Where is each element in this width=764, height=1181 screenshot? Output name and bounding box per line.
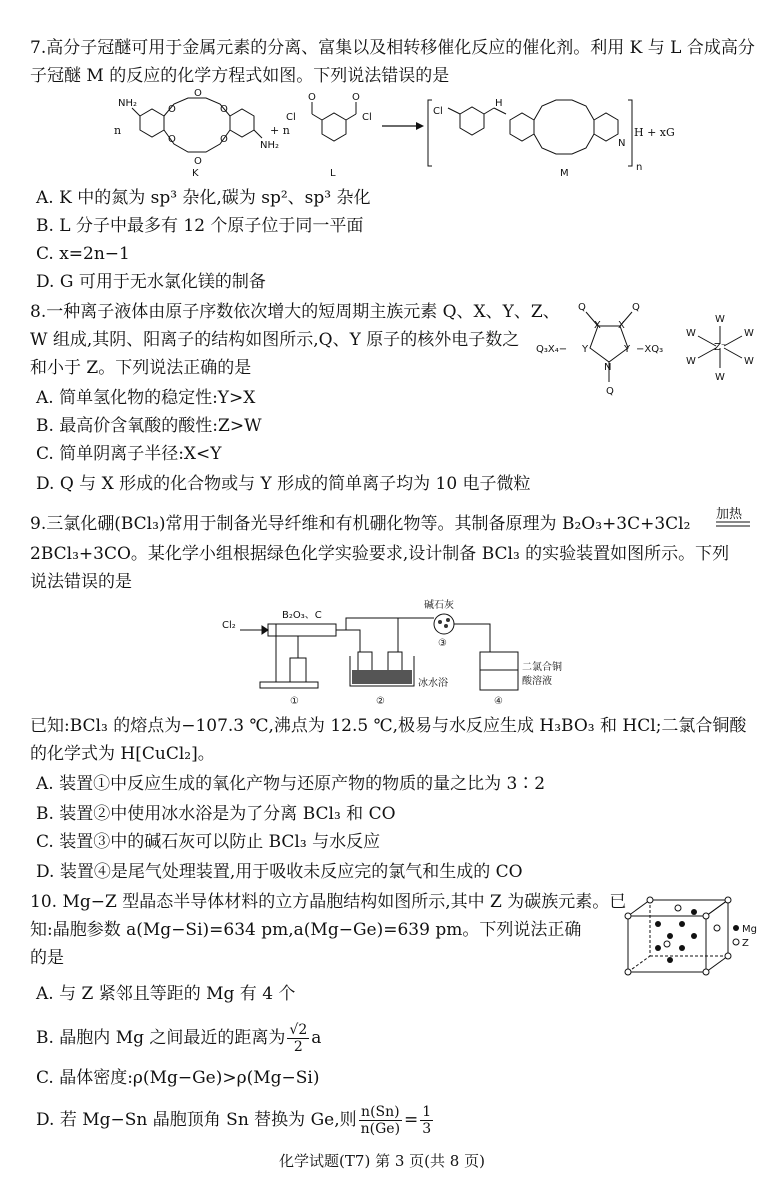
q10-option-c[interactable]: C. 晶体密度:ρ(Mg−Ge)>ρ(Mg−Si): [36, 1068, 320, 1088]
label-l: L: [330, 168, 336, 179]
q9-known-line2: 的化学式为 H[CuCl₂]。: [30, 744, 215, 764]
l-o-right: O: [352, 92, 360, 103]
q8-w-4: W: [744, 328, 754, 339]
label-m: M: [560, 168, 569, 179]
k-o-4: O: [220, 134, 228, 145]
q7-reaction-scheme: [110, 88, 675, 182]
q8-stem-line2: W 组成,其阴、阳离子的结构如图所示,Q、Y 原子的核外电子数之: [30, 330, 520, 350]
m-tail: H + xG: [634, 126, 675, 139]
q10-option-d[interactable]: [36, 1104, 435, 1137]
l-cl-left: Cl: [286, 112, 296, 123]
q7-option-b[interactable]: B. L 分子中最多有 12 个原子位于同一平面: [36, 216, 364, 236]
molecule-k: [132, 98, 262, 152]
q8-n-ring: N: [604, 362, 612, 373]
q10-stem-line3: 的是: [30, 948, 64, 968]
apparatus-acid-1: 二氯合铜: [522, 662, 562, 673]
k-o-2: O: [220, 104, 228, 115]
q9-option-b[interactable]: B. 装置②中使用冰水浴是为了分离 BCl₃ 和 CO: [36, 804, 396, 824]
q9-stem-line1: 9.三氯化硼(BCl₃)常用于制备光导纤维和有机硼化物等。其制备原理为 B₂O₃+3C+3Cl₂: [30, 514, 691, 534]
q10-option-d-text: D. 若 Mg−Sn 晶胞顶角 Sn 替换为 Ge,则: [36, 1110, 357, 1130]
q8-w-1: W: [715, 314, 725, 325]
q10-option-d-ratio: $\frac{n(Sn)}{n(Ge)}$: [360, 1104, 401, 1137]
q8-q-top-left: Q: [578, 302, 586, 313]
reaction-arrow-head: [416, 122, 424, 130]
q7-stem-line2: 子冠醚 M 的反应的化学方程式如图。下列说法错误的是: [30, 66, 450, 86]
q10-option-d-equals: =: [404, 1110, 419, 1130]
q9-option-d[interactable]: D. 装置④是尾气处理装置,用于吸收未反应完的氯气和生成的 CO: [36, 862, 523, 882]
q8-stem-line1: 8.一种离子液体由原子序数依次增大的短周期主族元素 Q、X、Y、Z、: [30, 302, 560, 322]
q10-stem-line1: 10. Mg−Z 型晶态半导体材料的立方晶胞结构如图所示,其中 Z 为碳族元素。已: [30, 892, 627, 912]
q8-y-plus: Y: [624, 344, 631, 355]
q10-option-d-value: $\frac{1}{3}$: [422, 1104, 432, 1137]
page-footer: 化学试题(T7) 第 3 页(共 8 页): [279, 1152, 485, 1170]
scheme-plus-n: + n: [270, 124, 290, 137]
q8-w-5: W: [686, 356, 696, 367]
legend-mg-label: Mg: [742, 924, 757, 935]
q8-option-a[interactable]: A. 简单氢化物的稳定性:Y>X: [36, 388, 256, 408]
apparatus-num-1: ①: [290, 696, 299, 707]
k-o-6: O: [194, 156, 202, 167]
q7-option-d[interactable]: D. G 可用于无水氯化镁的制备: [36, 272, 266, 292]
apparatus-num-4: ④: [494, 696, 503, 707]
q8-option-c[interactable]: C. 简单阴离子半径:X<Y: [36, 444, 222, 464]
apparatus-num-2: ②: [376, 696, 385, 707]
m-n-right: N: [618, 138, 626, 149]
q10-option-a[interactable]: A. 与 Z 紧邻且等距的 Mg 有 4 个: [36, 984, 296, 1004]
q8-q-top-right: Q: [632, 302, 640, 313]
q8-y: Y: [582, 344, 589, 355]
q8-x-top: X: [594, 320, 601, 331]
q9-option-a[interactable]: A. 装置①中反应生成的氧化产物与还原产物的物质的量之比为 3∶2: [36, 774, 546, 794]
scheme-n-prefix: n: [114, 124, 122, 137]
q8-right-group: −XQ₃: [636, 344, 664, 355]
k-o-3: O: [168, 134, 176, 145]
apparatus-cl2: Cl₂: [222, 620, 236, 631]
q8-z-center: Z⁻: [714, 342, 727, 353]
q10-option-b-a: a: [311, 1028, 322, 1048]
q10-option-b-text: B. 晶胞内 Mg 之间最近的距离为: [36, 1028, 286, 1048]
legend-mg-marker: [733, 925, 739, 931]
q8-option-d[interactable]: D. Q 与 X 形成的化合物或与 Y 形成的简单离子均为 10 电子微粒: [36, 474, 531, 494]
apparatus-soda-lime: 碱石灰: [424, 600, 454, 611]
q7-stem-line1: 7.高分子冠醚可用于金属元素的分离、富集以及相转移催化反应的催化剂。利用 K 与 L 合成高分: [30, 38, 755, 58]
q7-option-c[interactable]: C. x=2n−1: [36, 244, 130, 264]
l-cl-right: Cl: [362, 112, 372, 123]
l-o-left: O: [308, 92, 316, 103]
q8-ion-structure: [536, 298, 758, 410]
legend-z-marker: [733, 939, 739, 945]
apparatus-reagent: B₂O₃、C: [282, 610, 322, 621]
q8-x-plus: X: [618, 320, 625, 331]
q9-heat-condition: 加热: [716, 507, 743, 522]
q9-stem-line3: 说法错误的是: [30, 572, 132, 592]
k-o-5: O: [194, 88, 202, 99]
legend-z-label: Z: [742, 938, 749, 949]
q9-known-line1: 已知:BCl₃ 的熔点为−107.3 ℃,沸点为 12.5 ℃,极易与水反应生成 H₃BO₃ 和 HCl;二氯合铜酸: [30, 716, 747, 736]
q9-option-c[interactable]: C. 装置③中的碱石灰可以防止 BCl₃ 与水反应: [36, 832, 381, 852]
m-n-h: H: [495, 98, 503, 109]
molecule-m: [428, 100, 632, 166]
q8-w-6: W: [744, 356, 754, 367]
molecule-l: [312, 102, 356, 141]
q8-left-group: Q₃X₄−: [536, 344, 568, 355]
apparatus-acid-2: 酸溶液: [522, 676, 552, 687]
k-o-1: O: [168, 104, 176, 115]
q9-stem-line2: 2BCl₃+3CO。某化学小组根据绿色化学实验要求,设计制备 BCl₃ 的实验装置如图所示。下列: [30, 544, 730, 564]
q8-w-3: W: [686, 328, 696, 339]
q9-apparatus: [222, 596, 562, 708]
k-nh2-right: NH₂: [260, 140, 280, 151]
q10-option-b-fraction: $\frac{√2}{2}$: [289, 1022, 308, 1055]
m-subscript-n: n: [636, 162, 643, 173]
m-cl: Cl: [433, 106, 443, 117]
q8-q-bottom: Q: [606, 386, 614, 397]
q7-option-a[interactable]: A. K 中的氮为 sp³ 杂化,碳为 sp²、sp³ 杂化: [36, 188, 371, 208]
apparatus-ice-bath: 冰水浴: [418, 678, 448, 689]
q10-stem-line2: 知:晶胞参数 a(Mg−Si)=634 pm,a(Mg−Ge)=639 pm。下列说法正确: [30, 920, 582, 940]
apparatus-num-3: ③: [438, 638, 447, 649]
k-nh2-left: NH₂: [118, 98, 138, 109]
q8-option-b[interactable]: B. 最高价含氧酸的酸性:Z>W: [36, 416, 262, 436]
q8-w-2: W: [715, 372, 725, 383]
q10-unit-cell: [622, 896, 758, 976]
q9-equals-sign: [716, 520, 750, 528]
label-k: K: [192, 168, 199, 179]
q8-stem-line3: 和小于 Z。下列说法正确的是: [30, 358, 252, 378]
q10-option-b[interactable]: [36, 1022, 321, 1055]
